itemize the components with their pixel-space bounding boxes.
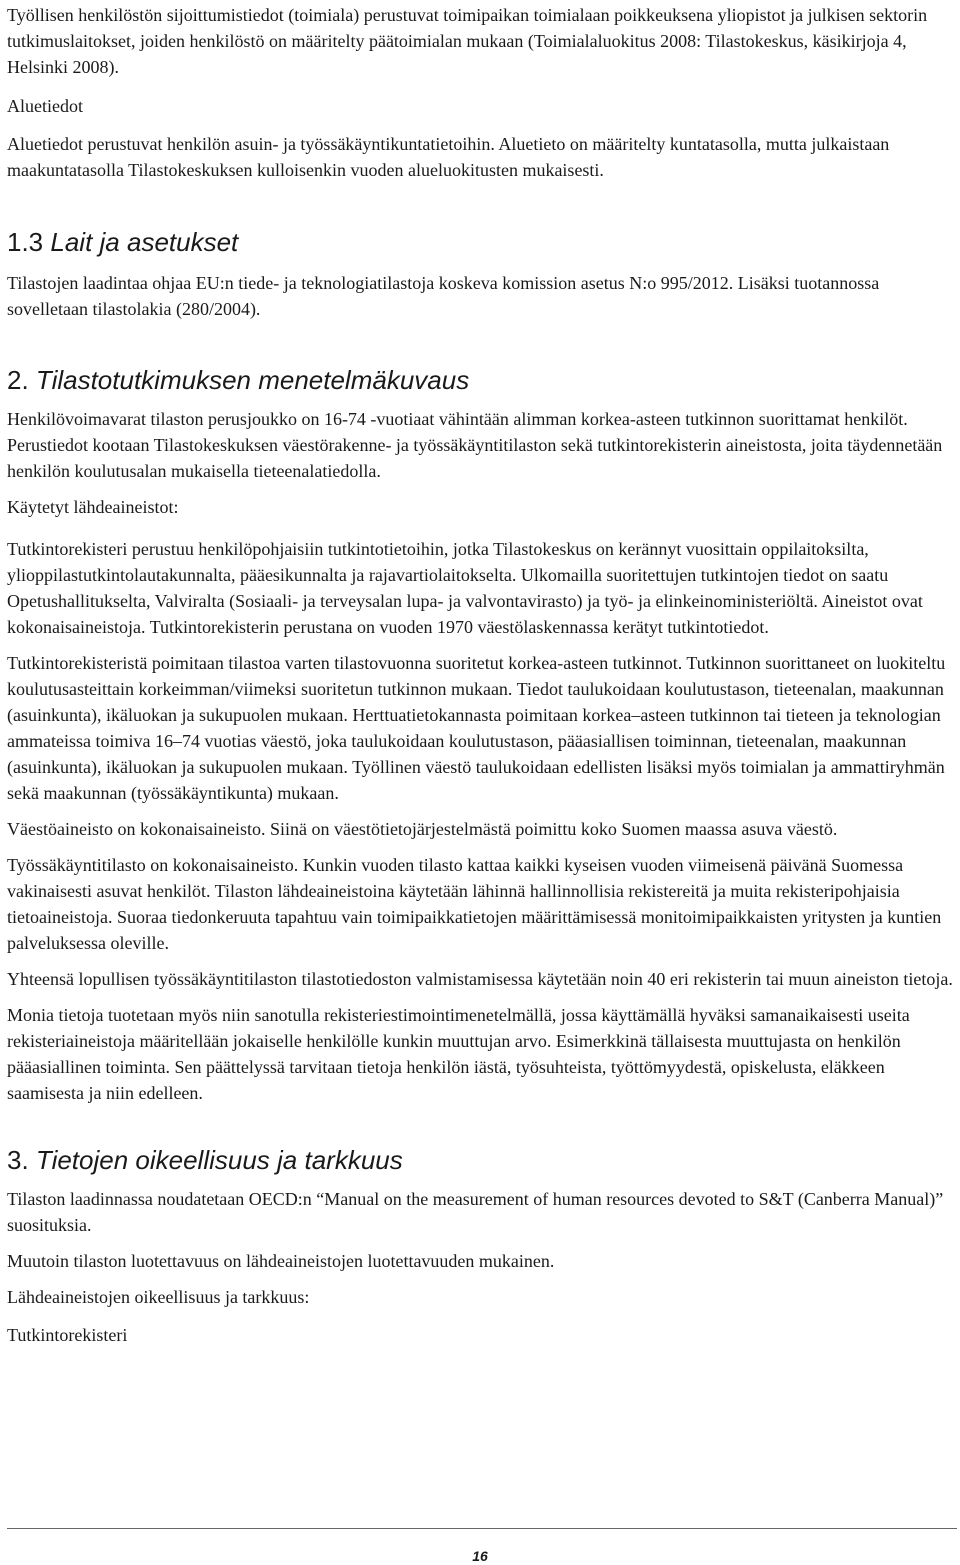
paragraph-perusjoukko: Henkilövoimavarat tilaston perusjoukko on 16-74 -vuotiaat vähintään alimman korkea-asteen tutkinnon suorittamat henkilöt. Perustiedot kootaan Tilastokeskuksen väestörakenne- ja työssäkäyntitilaston sekä tutkintorekisterin aineistosta, joita täydennetään henkilön koulutusalan mukaisella tieteenalatiedolla.	[7, 409, 943, 481]
label-lahdeaineistot: Käytetyt lähdeaineistot:	[7, 497, 179, 517]
section-number: 2.	[7, 365, 29, 395]
paragraph-lait-ja-asetukset: Tilastojen laadintaa ohjaa EU:n tiede- ja teknologiatilastoja koskeva komission asetus N:o 995/2012. Lisäksi tuotannossa sovelletaan tilastolakia (280/2004).	[7, 273, 880, 319]
section-title: Tilastotutkimuksen menetelmäkuvaus	[28, 365, 470, 395]
paragraph-sijoittumistiedot: Työllisen henkilöstön sijoittumistiedot (toimiala) perustuvat toimipaikan toimialaan poikkeuksena yliopistot ja julkisen sektorin tutkimuslaitokset, joiden henkilöstö on määritelty päätoimialan mukaan (Toimialaluokitus 2008: Tilastokeskus, käsikirjoja 4, Helsinki 2008).	[7, 5, 928, 77]
section-heading-3	[7, 1144, 957, 1176]
section-number: 1.3	[7, 227, 44, 257]
paragraph-vaestoaineisto: Väestöaineisto on kokonaisaineisto. Siinä on väestötietojärjestelmästä poimittu koko Suomen maassa asuva väestö.	[7, 819, 838, 839]
paragraph-monia: Monia tietoja tuotetaan myös niin sanotulla rekisteriestimointimenetelmällä, jossa käyttämällä hyväksi samanaikaisesti useita rekisteriaineistoja määritellään jokaiselle henkilölle kunkin muuttujan arvo. Esimerkkinä tällaisesta muuttujasta on henkilön pääasiallinen toiminta. Sen päättelyssä tarvitaan tietoja henkilön iästä, työsuhteista, työttömyydestä, opiskelusta, eläkkeen saamisesta ja niin edelleen.	[7, 1005, 910, 1103]
subheading-aluetiedot: Aluetiedot	[7, 96, 83, 116]
paragraph-tutkintorekisteri-label: Tutkintorekisteri	[7, 1325, 128, 1345]
paragraph-yhteensa: Yhteensä lopullisen työssäkäyntitilaston tilastotiedoston valmistamisessa käytetään noin 40 eri rekisterin tai muun aineiston tietoja.	[7, 969, 953, 989]
paragraph-tutkintorekisteri: Tutkintorekisteri perustuu henkilöpohjaisiin tutkintotietoihin, jotka Tilastokeskus on kerännyt vuosittain oppilaitoksilta, ylioppilastutkintolautakunnalta, pääesikunnalta ja rajavartiolaitokselta. Ulkomailla suoritettujen tutkintojen tiedot on saatu Opetushallitukselta, Valviralta (Sosiaali- ja terveysalan lupa- ja valvontavirasto) ja työ- ja elinkeinoministeriöltä. Aineistot ovat kokonaisaineistoja. Tutkintorekisterin perustana on vuoden 1970 väestölaskennassa kerätyt tutkintotiedot.	[7, 539, 923, 637]
paragraph-oecd: Tilaston laadinnassa noudatetaan OECD:n “Manual on the measurement of human resources devoted to S&T (Canberra Manual)” suosituksia.	[7, 1189, 944, 1235]
section-title: Tietojen oikeellisuus ja tarkkuus	[28, 1145, 403, 1175]
section-number: 3.	[7, 1145, 29, 1175]
paragraph-tyossakayntitilasto: Työssäkäyntitilasto on kokonaisaineisto. Kunkin vuoden tilasto kattaa kaikki kyseisen vuoden viimeisenä päivänä Suomessa vakinaisesti asuvat henkilöt. Tilaston lähdeaineistoina käytetään lähinnä hallinnollisia rekistereitä ja muita rekisteripohjaisia tietoaineistoja. Suoraa tiedonkeruuta tapahtuu vain toimipaikkatietojen määrittämisessä monitoimipaikkaisten yritysten ja kuntien palveluksessa oleville.	[7, 855, 942, 953]
section-heading-2	[7, 364, 957, 396]
paragraph-aluetiedot: Aluetiedot perustuvat henkilön asuin- ja työssäkäyntikuntatietoihin. Aluetieto on määritelty kuntatasolla, mutta julkaistaan maakuntatasolla Tilastokeskuksen kulloisenkin vuoden alueluokitusten mukaisesti.	[7, 134, 890, 180]
paragraph-lahdeaineistojen: Lähdeaineistojen oikeellisuus ja tarkkuus:	[7, 1287, 310, 1307]
footer-divider	[7, 1528, 957, 1529]
section-title: Lait ja asetukset	[43, 227, 239, 257]
paragraph-poimitaan: Tutkintorekisteristä poimitaan tilastoa varten tilastovuonna suoritetut korkea-asteen tutkinnot. Tutkinnon suorittaneet on luokiteltu koulutusasteittain korkeimman/viimeksi suoritetun tutkinnon mukaan. Tiedot taulukoidaan koulutustason, tieteenalan, maakunnan (asuinkunta), ikäluokan ja sukupuolen mukaan. Herttuatietokannasta poimitaan korkea–asteen tutkinnon tai tieteen ja teknologian ammateissa toimiva 16–74 vuotias väestö, joka taulukoidaan koulutustason, pääasiallisen toiminnan, tieteenalan, maakunnan (asuinkunta), ikäluokan ja sukupuolen mukaan. Työllinen väestö taulukoidaan edellisten lisäksi myös toimialan ja ammattiryhmän sekä maakunnan (työssäkäyntikunta) mukaan.	[7, 653, 946, 803]
page-number: 16	[472, 1548, 488, 1564]
paragraph-muutoin: Muutoin tilaston luotettavuus on lähdeaineistojen luotettavuuden mukainen.	[7, 1251, 555, 1271]
document-page	[7, 0, 957, 1348]
section-heading-1-3	[7, 226, 957, 258]
